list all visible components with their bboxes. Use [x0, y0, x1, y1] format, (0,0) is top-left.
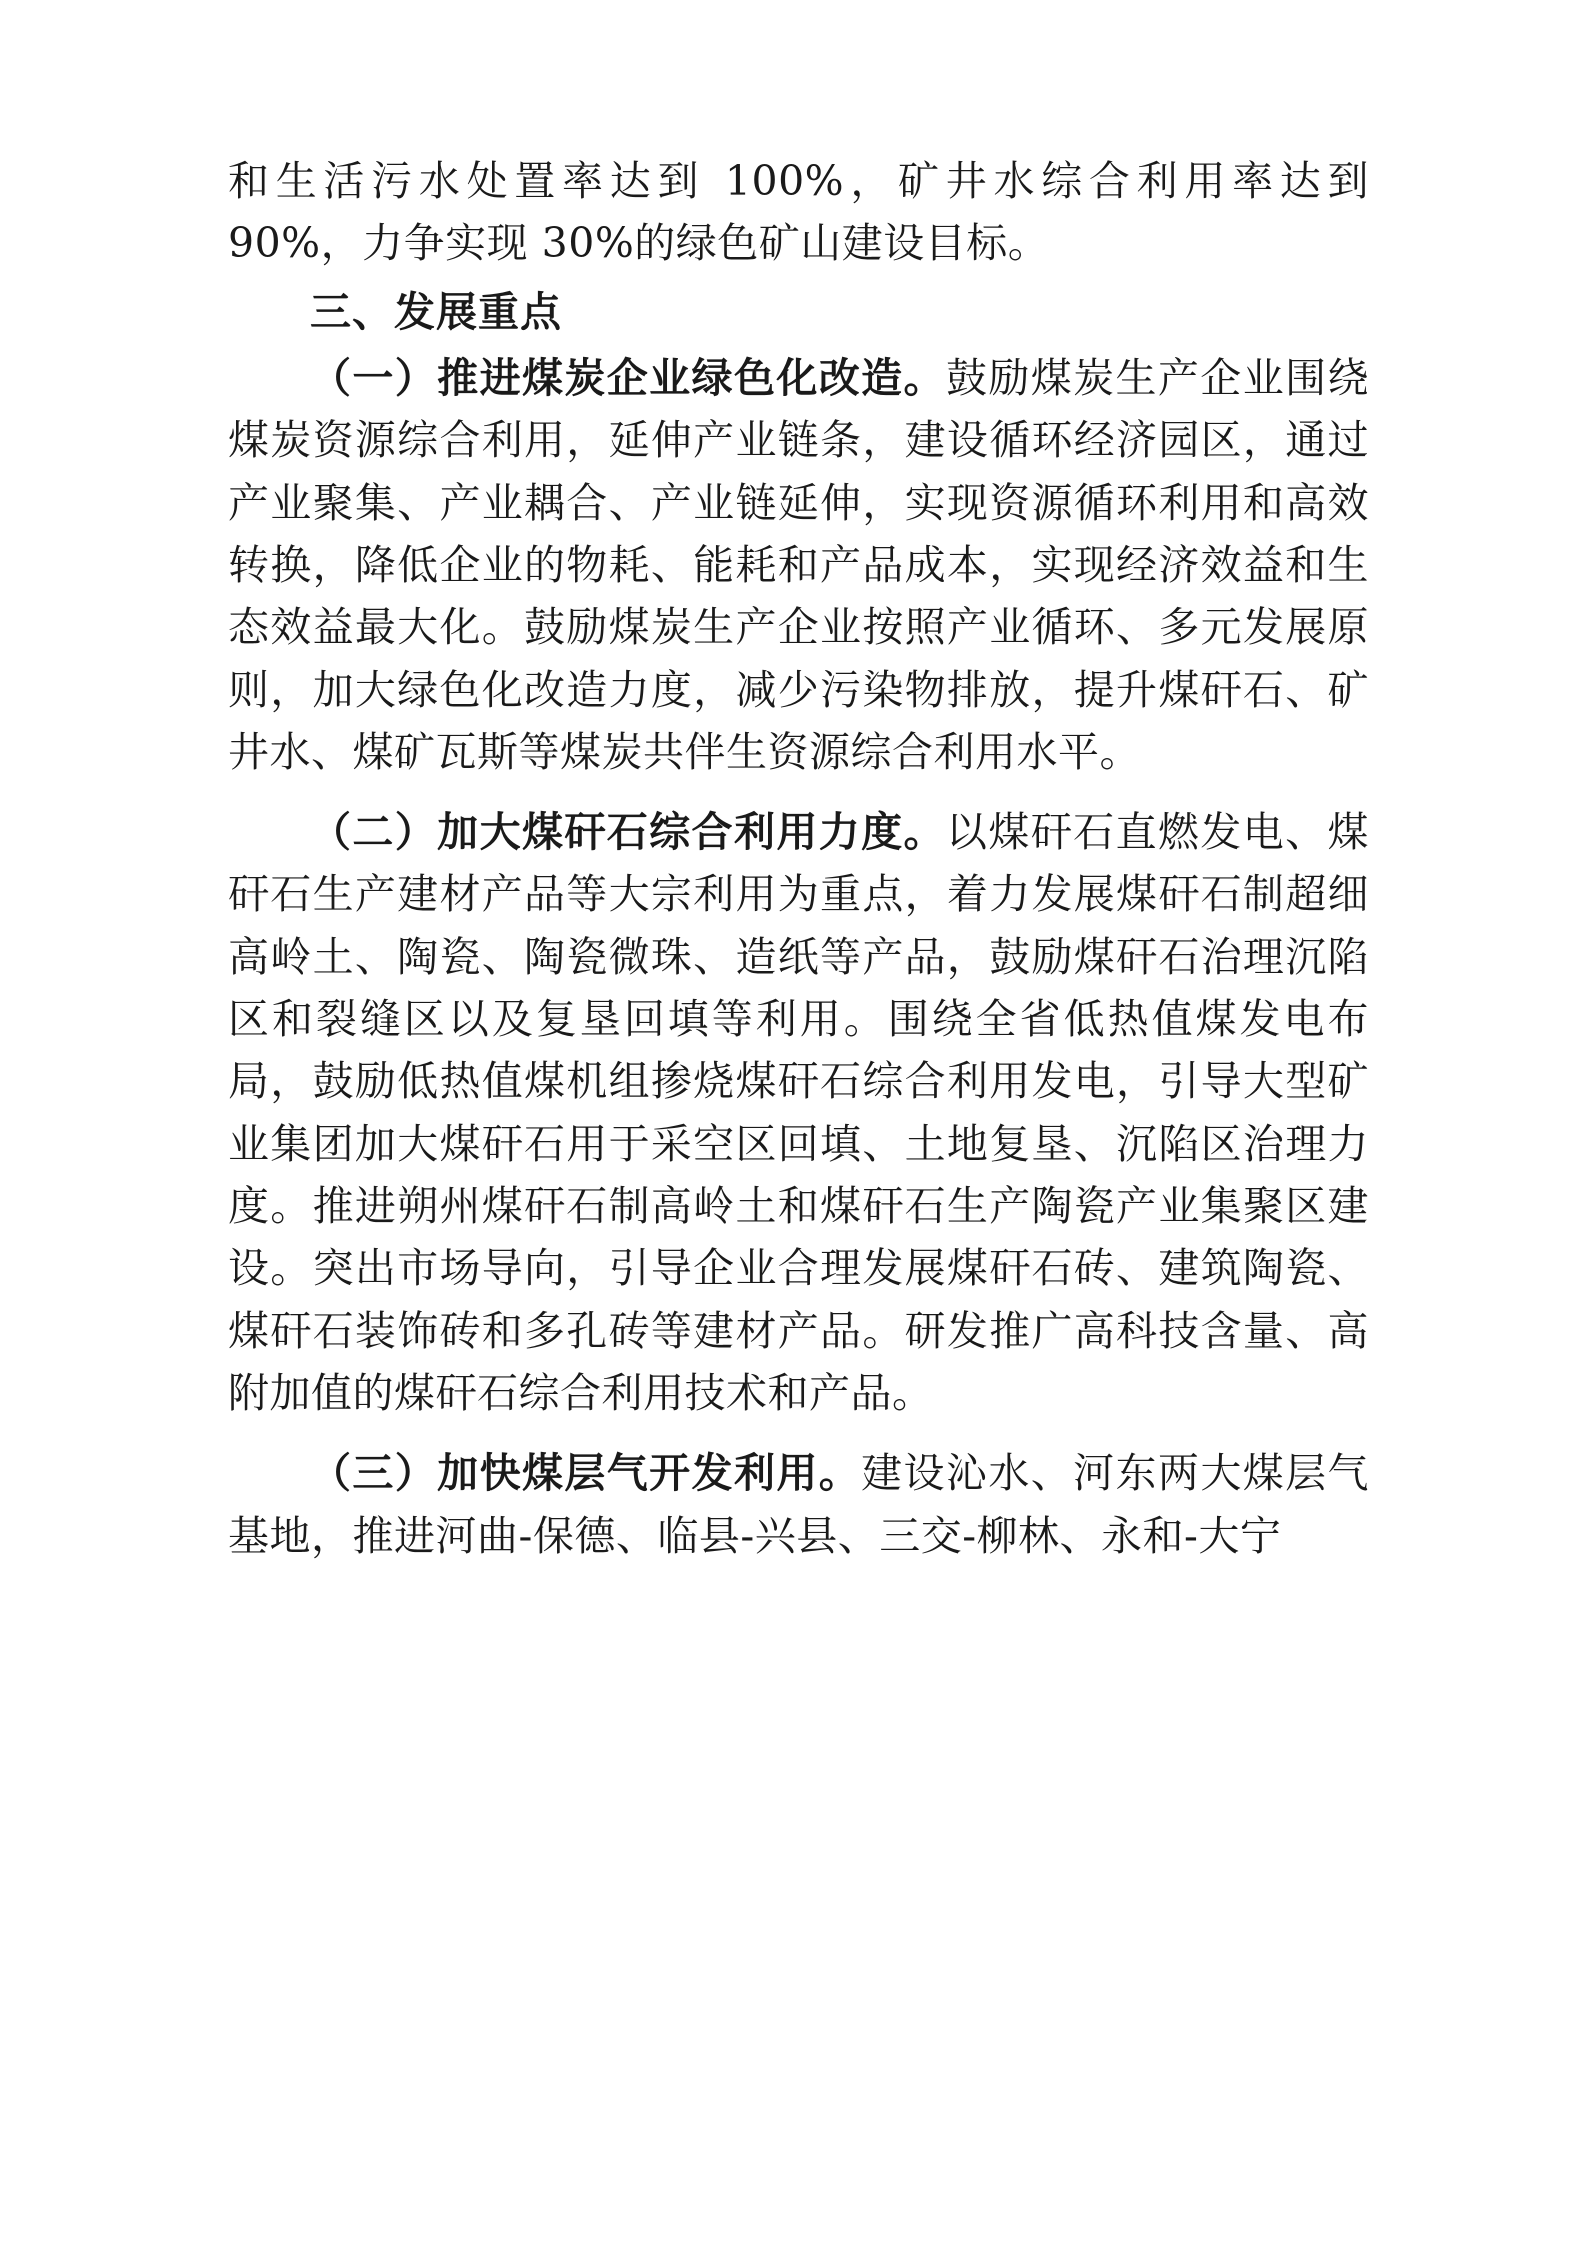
subsection-text-3: 建设沁水、河东两大煤层气基地，推进河曲-保德、临县-兴县、三交-柳林、永和-大宁: [228, 1449, 1370, 1560]
subsection-lead-3: （三）加快煤层气开发利用。: [310, 1449, 862, 1498]
subsection-text-2: 以煤矸石直燃发电、煤矸石生产建材产品等大宗利用为重点，着力发展煤矸石制超细高岭土、陶瓷、陶瓷微珠、造纸等产品，鼓励煤矸石治理沉陷区和裂缝区以及复垦回填等利用。围绕全省低热值煤发电布局，鼓励低热值煤机组掺烧煤矸石综合利用发电，引导大型矿业集团加大煤矸石用于采空区回填、土地复垦、沉陷区治理力度。推进朔州煤矸石制高岭土和煤矸石生产陶瓷产业集聚区建设。突出市场导向，引导企业合理发展煤矸石砖、建筑陶瓷、煤矸石装饰砖和多孔砖等建材产品。研发推广高科技含量、高附加值的煤矸石综合利用技术和产品。: [228, 808, 1369, 1417]
subsection-item: [228, 347, 1369, 783]
subsection-lead-2: （二）加大煤矸石综合利用力度。: [310, 808, 946, 857]
section-heading: 三、发展重点: [310, 287, 562, 336]
subsection-item: [228, 1442, 1369, 1567]
document-body: [228, 150, 1369, 1567]
subsection-lead-1: （一）推进煤炭企业绿色化改造。: [310, 353, 946, 402]
subsection-text-1: 鼓励煤炭生产企业围绕煤炭资源综合利用，延伸产业链条，建设循环经济园区，通过产业聚集、产业耦合、产业链延伸，实现资源循环利用和高效转换，降低企业的物耗、能耗和产品成本，实现经济效益和生态效益最大化。鼓励煤炭生产企业按照产业循环、多元发展原则，加大绿色化改造力度，减少污染物排放，提升煤矸石、矿井水、煤矿瓦斯等煤炭共伴生资源综合利用水平。: [228, 353, 1369, 776]
subsection-item: [228, 801, 1369, 1424]
continued-paragraph: 和生活污水处置率达到 100%，矿井水综合利用率达到 90%，力争实现 30%的绿色矿山建设目标。: [228, 157, 1369, 268]
